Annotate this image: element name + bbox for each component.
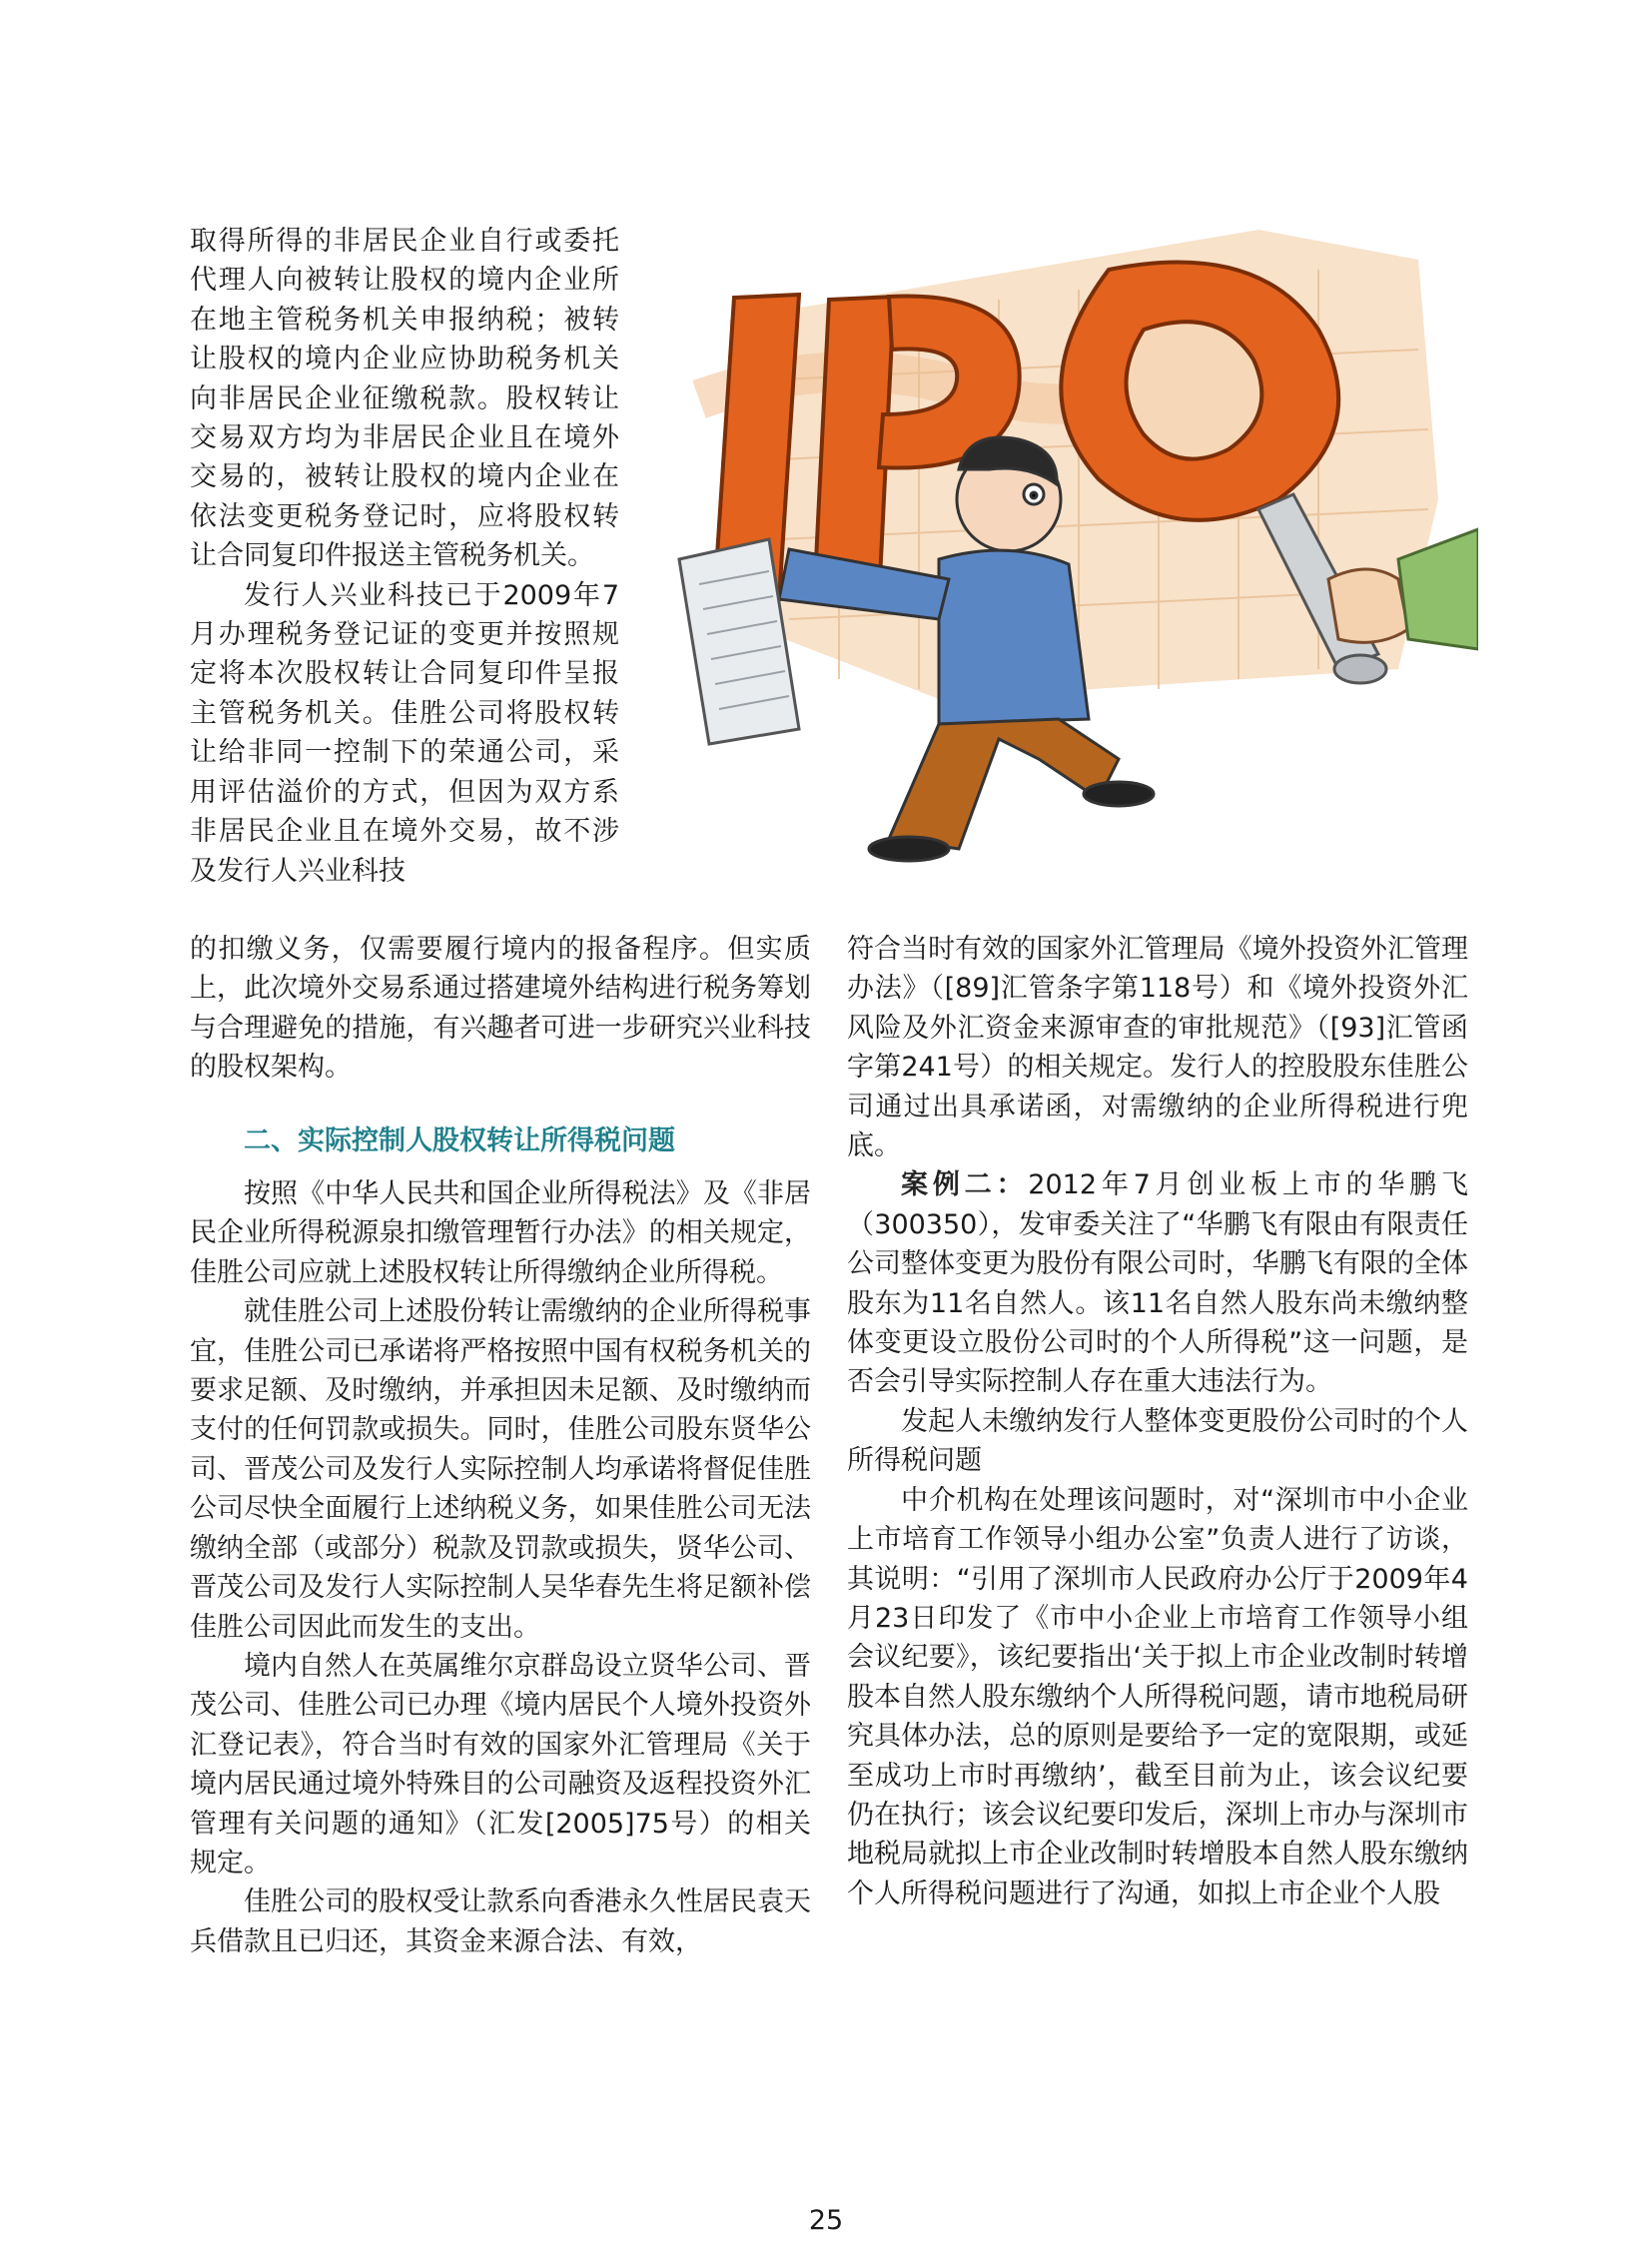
right-column	[847, 930, 1468, 1913]
case-text: 2012年7月创业板上市的华鹏飞（300350），发审委关注了“华鹏飞有限由有限责任公司整体变更为股份有限公司时，华鹏飞有限的全体股东为11名自然人。该11名自然人股东尚未缴纳整体变更设立股份公司时的个人所得税”这一问题，是否会引导实际控制人存在重大违法行为。	[847, 1169, 1469, 1398]
ipo-cartoon-illustration	[639, 200, 1478, 864]
paragraph: 按照《中华人民共和国企业所得税法》及《非居民企业所得税源泉扣缴管理暂行办法》的相关规定，佳胜公司应就上述股权转让所得缴纳企业所得税。	[190, 1178, 811, 1288]
paragraph: 中介机构在处理该问题时，对“深圳市中小企业上市培育工作领导小组办公室”负责人进行了访谈，其说明：“引用了深圳市人民政府办公厅于2009年4月23日印发了《市中小企业上市培育工作领导小组会议纪要》，该纪要指出‘关于拟上市企业改制时转增股本自然人股东缴纳个人所得税问题，请市地税局研究具体办法，总的原则是要给予一定的宽限期，或延至成功上市时再缴纳’，截至目前为止，该会议纪要仍在执行；该会议纪要印发后，深圳上市办与深圳市地税局就拟上市企业改制时转增股本自然人股东缴纳个人所得税问题进行了沟通，如拟上市企业个人股	[847, 1484, 1468, 1909]
paragraph: 发行人兴业科技已于2009年7月办理税务登记证的变更并按照规定将本次股权转让合同复印件呈报主管税务机关。佳胜公司将股权转让给非同一控制下的荣通公司，采用评估溢价的方式，但因为双方系非居民企业且在境外交易，故不涉及发行人兴业科技	[190, 579, 619, 887]
paragraph: 发起人未缴纳发行人整体变更股份公司时的个人所得税问题	[847, 1405, 1468, 1477]
left-column	[190, 930, 811, 1961]
page-number: 25	[808, 2205, 844, 2236]
paragraph: 佳胜公司的股权受让款系向香港永久性居民袁天兵借款且已归还，其资金来源合法、有效，	[190, 1886, 811, 1957]
paragraph: 取得所得的非居民企业自行或委托代理人向被转让股权的境内企业所在地主管税务机关申报纳税；被转让股权的境内企业应协助税务机关向非居民企业征缴税款。股权转让交易双方均为非居民企业且在境外交易的，被转让股权的境内企业在依法变更税务登记时，应将股权转让合同复印件报送主管税务机关。	[190, 226, 619, 572]
paragraph: 就佳胜公司上述股份转让需缴纳的企业所得税事宜，佳胜公司已承诺将严格按照中国有权税务机关的要求足额、及时缴纳，并承担因未足额、及时缴纳而支付的任何罚款或损失。同时，佳胜公司股东贤华公司、晋茂公司及发行人实际控制人均承诺将督促佳胜公司尽快全面履行上述纳税义务，如果佳胜公司无法缴纳全部（或部分）税款及罚款或损失，贤华公司、晋茂公司及发行人实际控制人吴华春先生将足额补偿佳胜公司因此而发生的支出。	[190, 1296, 811, 1643]
paragraph: 的扣缴义务，仅需要履行境内的报备程序。但实质上，此次境外交易系通过搭建境外结构进行税务筹划与合理避免的措施，有兴趣者可进一步研究兴业科技的股权架构。	[190, 934, 811, 1084]
case-label: 案例二：	[901, 1169, 1029, 1201]
top-left-column	[190, 222, 619, 891]
paragraph: 符合当时有效的国家外汇管理局《境外投资外汇管理办法》（[89]汇管条字第118号）和《境外投资外汇风险及外汇资金来源审查的审批规范》（[93]汇管函字第241号）的相关规定。发行人的控股股东佳胜公司通过出具承诺函，对需缴纳的企业所得税进行兜底。	[847, 934, 1468, 1162]
case-paragraph	[847, 1165, 1468, 1401]
ipo-cartoon-svg	[639, 200, 1478, 864]
paragraph: 境内自然人在英属维尔京群岛设立贤华公司、晋茂公司、佳胜公司已办理《境内居民个人境外投资外汇登记表》，符合当时有效的国家外汇管理局《关于境内居民通过境外特殊目的公司融资及返程投资外汇管理有关问题的通知》（汇发[2005]75号）的相关规定。	[190, 1650, 811, 1878]
section-heading: 二、实际控制人股权转让所得税问题	[244, 1124, 675, 1156]
